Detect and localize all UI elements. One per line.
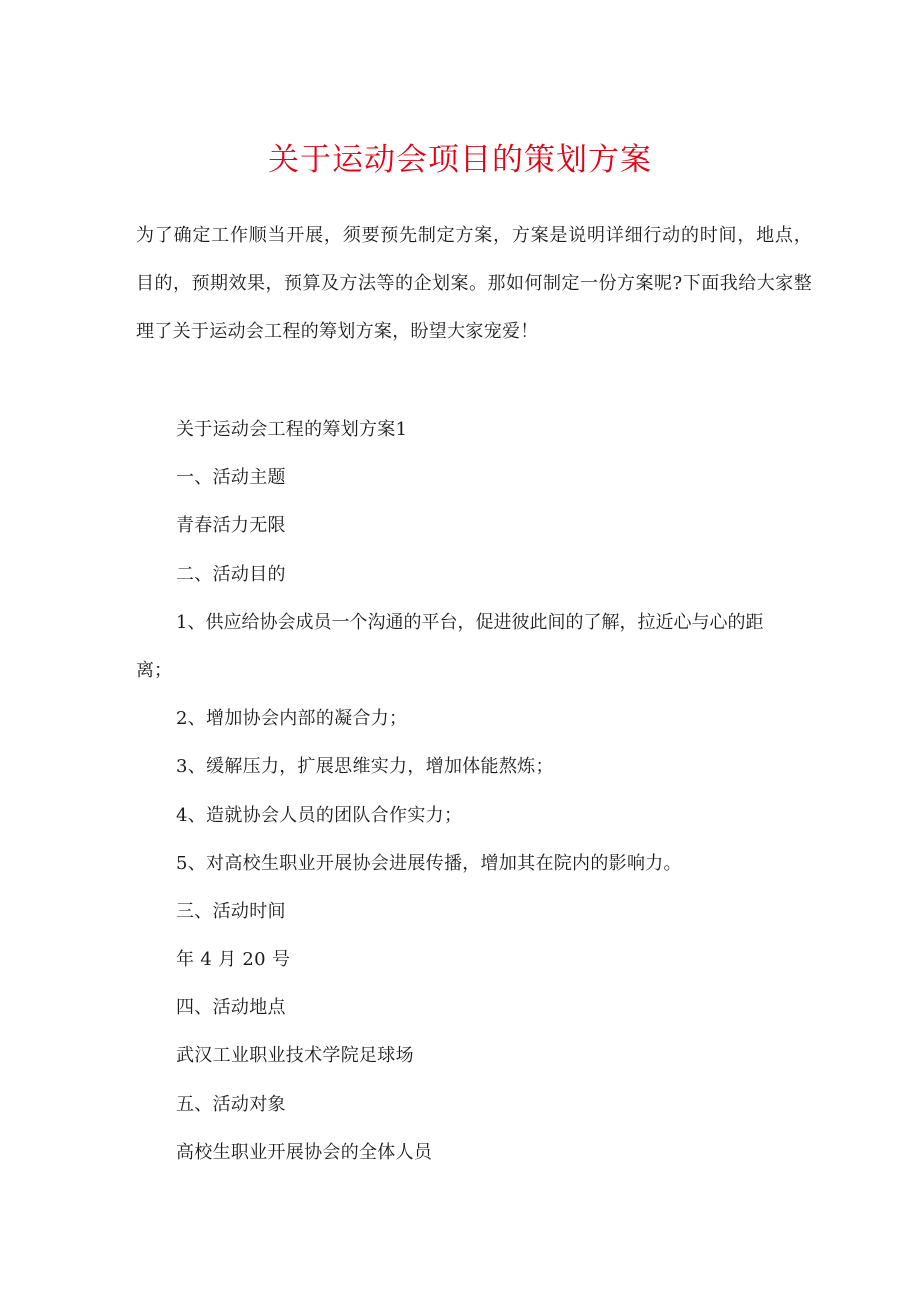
target-text: 高校生职业开展协会的全体人员 [176,1141,433,1163]
purpose-item-1-line-2: 离； [136,659,172,681]
time-heading: 三、活动时间 [176,900,286,922]
purpose-item-3: 3、缓解压力，扩展思维实力，增加体能熬炼； [176,756,554,778]
theme-text: 青春活力无限 [176,515,286,537]
document-body [136,406,812,1177]
target-heading: 五、活动对象 [176,1093,286,1115]
theme-heading: 一、活动主题 [176,467,286,489]
purpose-item-1 [136,599,812,695]
purpose-item-1-line-1: 1、供应给协会成员一个沟通的平台，促进彼此间的了解，拉近心与心的距 [176,611,764,633]
time-text: 年 4 月 20 号 [176,949,291,971]
purpose-item-2: 2、增加协会内部的凝合力； [176,708,408,730]
purpose-item-4: 4、造就协会人员的团队合作实力； [176,804,463,826]
section-heading: 关于运动会工程的筹划方案1 [176,419,408,440]
place-text: 武汉工业职业技术学院足球场 [176,1045,414,1067]
intro-paragraph: 为了确定工作顺当开展，须要预先制定方案，方案是说明详细行动的时间，地点，目的，预期效果，预算及方法等的企划案。那如何制定一份方案呢?下面我给大家整理了关于运动会工程的筹划方案，盼望大家宠爱！ [136,225,812,342]
purpose-heading: 二、活动目的 [176,563,286,585]
place-heading: 四、活动地点 [176,997,286,1019]
document-title: 关于运动会项目的策划方案 [268,142,652,178]
purpose-item-5: 5、对高校生职业开展协会进展传播，增加其在院内的影响力。 [176,852,682,874]
